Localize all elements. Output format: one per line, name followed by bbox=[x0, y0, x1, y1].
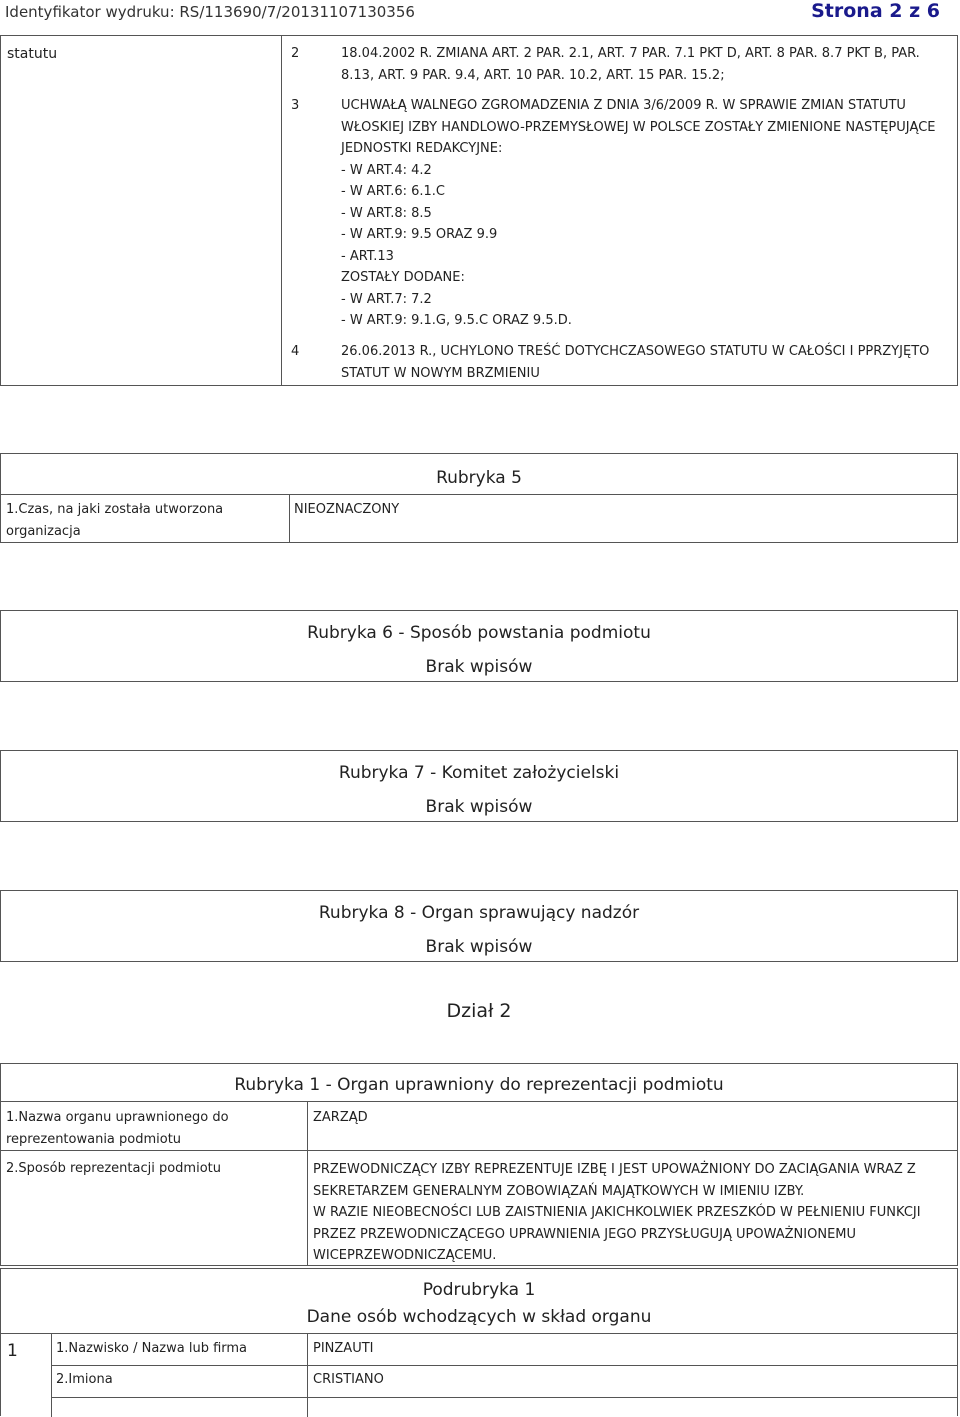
rubryka-6 bbox=[0, 610, 958, 682]
entry-text: UCHWAŁĄ WALNEGO ZGROMADZENIA Z DNIA 3/6/2009 R. W SPRAWIE ZMIAN STATUTU WŁOSKIEJ IZBY HANDLOWO-PRZEMYSŁOWEJ W POLSCE ZOSTAŁY ZMIENIONE NASTĘPUJĄCE JEDNOSTKI REDAKCYJNE: - W ART.4: 4.2 - W ART.6: 6.1.C - W ART.8: 8.5 - W ART.9: 9.5 ORAZ 9.9 - ART.13 ZOSTAŁY DODANE: - W ART.7: 7.2 - W ART.9: 9.1.G, 9.5.C ORAZ 9.5.D. bbox=[341, 98, 936, 328]
dzial-title: Dział 2 bbox=[446, 1000, 512, 1022]
field-value: NIEOZNACZONY bbox=[294, 502, 400, 517]
rubryka-7 bbox=[0, 750, 958, 822]
row-divider bbox=[1, 1150, 957, 1151]
column-divider bbox=[307, 1101, 308, 1265]
field-value: CRISTIANO bbox=[313, 1372, 384, 1387]
column-divider bbox=[307, 1333, 308, 1417]
row-number: 1 bbox=[7, 1341, 18, 1361]
entry-number: 2 bbox=[291, 46, 300, 61]
statut-entries-column bbox=[281, 36, 282, 385]
row-divider bbox=[51, 1365, 957, 1366]
empty-notice: Brak wpisów bbox=[425, 937, 533, 957]
column-divider bbox=[289, 494, 290, 542]
print-identifier: Identyfikator wydruku: RS/113690/7/20131107130356 bbox=[5, 3, 415, 21]
field-label: 2.Sposób reprezentacji podmiotu bbox=[6, 1161, 221, 1176]
empty-notice: Brak wpisów bbox=[425, 657, 533, 677]
row-divider bbox=[51, 1397, 957, 1398]
section-title: Rubryka 5 bbox=[436, 468, 522, 488]
page-number: Strona 2 z 6 bbox=[811, 0, 940, 22]
rubryka-8 bbox=[0, 890, 958, 962]
rubryka-1 bbox=[0, 1063, 958, 1266]
row-divider bbox=[1, 494, 957, 495]
field-label: 1.Czas, na jaki została utworzona organizacja bbox=[6, 502, 224, 539]
podrubryka-1 bbox=[0, 1268, 958, 1416]
entry-number: 3 bbox=[291, 98, 300, 113]
column-divider bbox=[51, 1333, 52, 1417]
section-title: Rubryka 6 - Sposób powstania podmiotu bbox=[307, 623, 651, 643]
subsection-title: Podrubryka 1 bbox=[422, 1280, 536, 1300]
row-divider bbox=[1, 1101, 957, 1102]
field-label: 1.Nazwa organu uprawnionego do reprezentowania podmiotu bbox=[6, 1110, 229, 1147]
row-divider bbox=[1, 1333, 957, 1334]
entry-text: 26.06.2013 R., UCHYLONO TREŚĆ DOTYCHCZASOWEGO STATUTU W CAŁOŚCI I PPRZYJĘTO STATUT W NOWYM BRZMIENIU bbox=[341, 344, 930, 381]
entry-number: 4 bbox=[291, 344, 300, 359]
field-value: PINZAUTI bbox=[313, 1341, 374, 1356]
statut-label: statutu bbox=[7, 46, 58, 62]
section-title: Rubryka 1 - Organ uprawniony do reprezentacji podmiotu bbox=[234, 1075, 724, 1095]
field-label: 1.Nazwisko / Nazwa lub firma bbox=[56, 1341, 248, 1356]
rubryka-5 bbox=[0, 453, 958, 543]
field-value: PRZEWODNICZĄCY IZBY REPREZENTUJE IZBĘ I JEST UPOWAŻNIONY DO ZACIĄGANIA WRAZ Z SEKRETARZEM GENERALNYM ZOBOWIĄZAŃ MAJĄTKOWYCH W IMIENIU IZBY. W RAZIE NIEOBECNOŚCI LUB ZAISTNIENIA JAKICHKOLWIEK PRZESZKÓD W PEŁNIENIU FUNKCJI PRZEZ PRZEWODNICZĄCEGO UPRAWNIENIA JEGO PRZYSŁUGUJĄ UPOWAŻNIONEMU WICEPRZEWODNICZĄCEMU. bbox=[313, 1162, 921, 1263]
subsection-subtitle: Dane osób wchodzących w skład organu bbox=[306, 1307, 652, 1327]
field-label: 2.Imiona bbox=[56, 1372, 113, 1387]
empty-notice: Brak wpisów bbox=[425, 797, 533, 817]
field-value: ZARZĄD bbox=[313, 1110, 368, 1125]
entry-text: 18.04.2002 R. ZMIANA ART. 2 PAR. 2.1, ART. 7 PAR. 7.1 PKT D, ART. 8 PAR. 8.7 PKT B, PAR. 8.13, ART. 9 PAR. 9.4, ART. 10 PAR. 10.2, ART. 15 PAR. 15.2; bbox=[341, 46, 920, 83]
section-title: Rubryka 8 - Organ sprawujący nadzór bbox=[318, 903, 640, 923]
section-title: Rubryka 7 - Komitet założycielski bbox=[338, 763, 620, 783]
statut-section bbox=[0, 35, 958, 386]
